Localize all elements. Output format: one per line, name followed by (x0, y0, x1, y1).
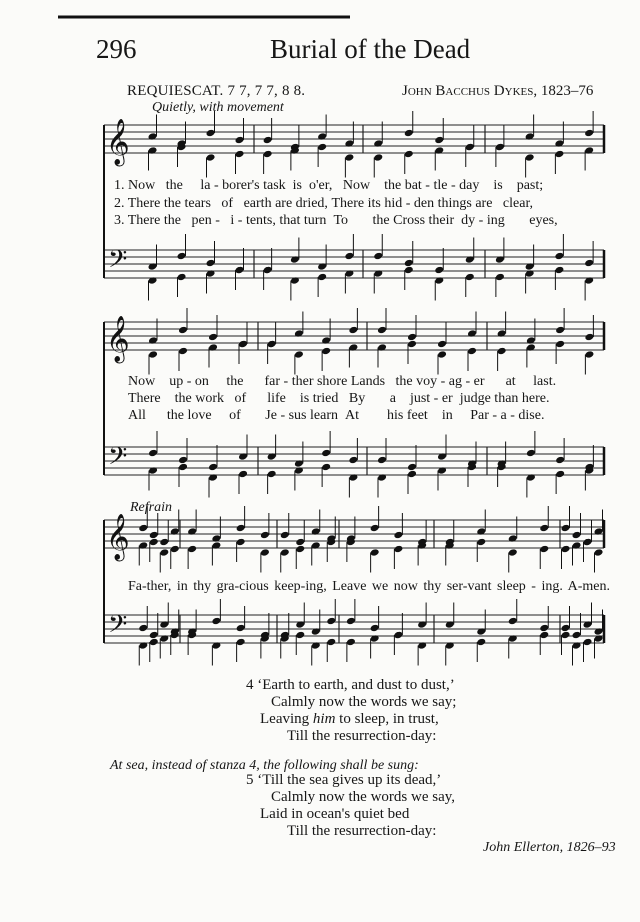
note-head (434, 266, 444, 275)
note-head (326, 638, 336, 647)
treble-clef: 𝄞 (106, 514, 130, 560)
note-head (495, 143, 505, 152)
note-head (208, 333, 218, 342)
treble-clef: 𝄞 (106, 119, 130, 165)
note-head (539, 631, 549, 640)
tune-name-meter: REQUIESCAT. 7 7, 7 7, 8 8. (127, 83, 306, 99)
lyric-s2-v2: There the work of life is tried By a just - er judge than here. (128, 391, 550, 406)
note-head (584, 333, 594, 342)
note-head (583, 538, 593, 547)
stanza-number: 4 (246, 677, 254, 693)
stanza-5-line-2: Calmly now the words we say, (271, 789, 455, 805)
note-head (407, 333, 417, 342)
note-head (317, 143, 327, 152)
lyric-s1-v2: 2. There the tears of earth are dried, There its hid - den things are clear, (114, 196, 534, 211)
note-head (148, 449, 158, 458)
note-head (236, 638, 246, 647)
note-head (555, 456, 565, 465)
treble-clef: 𝄞 (106, 316, 130, 362)
sea-instruction: At sea, instead of stanza 4, the following shall be sung: (110, 758, 419, 773)
composer-name: John Bacchus Dykes, 1823–76 (402, 83, 594, 99)
stanza-4-line-2: Calmly now the words we say; (271, 694, 457, 710)
note-head (572, 631, 582, 640)
note-head (149, 531, 159, 540)
note-head (404, 129, 414, 138)
note-head (267, 340, 277, 349)
tempo-marking: Quietly, with movement (152, 100, 284, 115)
note-head (238, 340, 248, 349)
note-head (554, 252, 564, 261)
note-head (295, 545, 305, 554)
hymn-title: Burial of the Dead (270, 34, 471, 64)
note-head (348, 326, 358, 335)
note-head (235, 150, 245, 159)
note-head (177, 273, 187, 282)
note-head (526, 449, 536, 458)
stanza-4-line-3: Leaving him to sleep, in trust, (260, 711, 439, 727)
note-head (561, 524, 571, 533)
note-head (236, 624, 246, 633)
note-head (370, 524, 380, 533)
note-head (393, 545, 403, 554)
note-head (260, 531, 270, 540)
note-head (377, 456, 387, 465)
note-head (594, 548, 604, 557)
note-head (539, 524, 549, 533)
note-head (178, 347, 188, 356)
stanza-number: 5 (246, 772, 254, 788)
page-number: 296 (96, 34, 137, 64)
note-head (465, 273, 475, 282)
note-head (539, 624, 549, 633)
stanza-5-line-4: Till the resurrection-day: (287, 823, 437, 839)
note-head (348, 456, 358, 465)
note-head (159, 548, 169, 557)
refrain-label: Refrain (130, 500, 172, 515)
note-head (235, 266, 245, 275)
note-head (206, 129, 216, 138)
note-head (555, 470, 565, 479)
note-head (467, 347, 477, 356)
note-head (344, 252, 354, 261)
note-head (138, 624, 148, 633)
note-head (187, 545, 197, 554)
note-head (561, 624, 571, 633)
bass-clef: 𝄢 (108, 442, 128, 477)
note-head (206, 153, 216, 162)
note-head (149, 631, 159, 640)
lyric-s2-v3: All the love of Je - sus learn At his feet in Par - a - dise. (128, 408, 545, 423)
note-head (211, 617, 221, 626)
note-head (321, 463, 331, 472)
lyric-refrain: Fa-ther, in thy gra-cious keep-ing, Leave we now thy ser-vant sleep - ing. A-men. (128, 579, 610, 594)
stanza-4-line-1: 4 ‘Earth to earth, and dust to dust,’ (246, 677, 455, 693)
note-head (294, 350, 304, 359)
note-head (346, 638, 356, 647)
note-head (554, 266, 564, 275)
note-head (236, 538, 246, 547)
note-head (263, 150, 273, 159)
note-head (178, 326, 188, 335)
note-head (178, 456, 188, 465)
note-head (170, 545, 180, 554)
note-head (321, 347, 331, 356)
note-head (434, 136, 444, 145)
note-head (149, 638, 159, 647)
note-head (373, 252, 383, 261)
note-head (267, 470, 277, 479)
stanza-4-line-4: Till the resurrection-day: (287, 728, 437, 744)
note-head (407, 463, 417, 472)
bass-clef: 𝄢 (108, 245, 128, 280)
note-head (206, 259, 216, 268)
lyric-s1-v3: 3. There the pen - i - tents, that turn To the Cross their dy - ing eyes, (114, 213, 558, 228)
note-head (149, 538, 159, 547)
lyric-s1-v1: 1. Now the la - borer's task is o'er, Now the bat - tle - day is past; (114, 178, 544, 193)
stanza-5-line-3: Laid in ocean's quiet bed (260, 806, 410, 822)
note-head (583, 638, 593, 647)
text-author: John Ellerton, 1826–93 (483, 840, 616, 855)
note-head (326, 617, 336, 626)
bass-clef: 𝄢 (108, 610, 128, 645)
lyric-s2-v1: Now up - on the far - ther shore Lands the voy - ag - er at last. (128, 374, 557, 389)
note-head (561, 631, 571, 640)
note-head (495, 273, 505, 282)
note-head (260, 548, 270, 557)
note-head (393, 631, 403, 640)
note-head (393, 531, 403, 540)
note-head (497, 347, 507, 356)
note-head (373, 153, 383, 162)
note-head (317, 273, 327, 282)
note-head (177, 252, 187, 261)
note-head (344, 153, 354, 162)
note-head (263, 266, 273, 275)
note-head (407, 340, 417, 349)
note-head (280, 531, 290, 540)
note-head (404, 266, 414, 275)
note-head (295, 538, 305, 547)
note-head (321, 449, 331, 458)
note-head (555, 340, 565, 349)
note-head (263, 136, 273, 145)
note-head (148, 350, 158, 359)
note-head (138, 524, 148, 533)
note-head (236, 524, 246, 533)
note-head (377, 326, 387, 335)
note-head (295, 631, 305, 640)
note-head (555, 326, 565, 335)
note-head (238, 470, 248, 479)
note-head (437, 340, 447, 349)
note-head (235, 136, 245, 145)
note-head (404, 150, 414, 159)
note-head (561, 545, 571, 554)
note-head (370, 548, 380, 557)
note-head (508, 548, 518, 557)
note-head (465, 143, 475, 152)
note-head (584, 350, 594, 359)
note-head (178, 463, 188, 472)
note-head (539, 545, 549, 554)
note-head (280, 548, 290, 557)
note-head (476, 538, 486, 547)
note-head (404, 259, 414, 268)
note-head (572, 531, 582, 540)
note-head (476, 638, 486, 647)
note-head (407, 470, 417, 479)
note-head (437, 350, 447, 359)
note-head (584, 129, 594, 138)
note-head (159, 538, 169, 547)
note-head (525, 153, 535, 162)
note-head (346, 617, 356, 626)
note-head (370, 624, 380, 633)
stanza-5-line-1: 5 ‘Till the sea gives up its dead,’ (246, 772, 442, 788)
note-head (508, 617, 518, 626)
note-head (584, 259, 594, 268)
note-head (208, 463, 218, 472)
note-head (554, 150, 564, 159)
